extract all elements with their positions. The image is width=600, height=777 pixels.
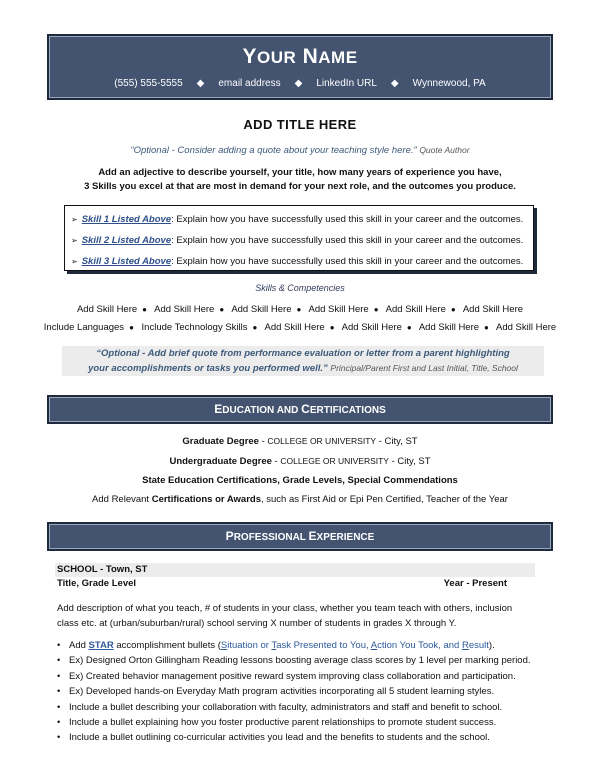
list-item: • Include a bullet describing your collaboration with faculty, administrators and staff and benefit to school.: [57, 700, 547, 715]
job-title-row: [57, 578, 507, 589]
diamond-separator-icon: ◆: [294, 78, 303, 89]
phone: (555) 555-5555: [114, 78, 183, 89]
evaluation-quote: “Optional - Add brief quote from performance evaluation or letter from a parent highlighting your accomplishments or tasks you performed well.” Principal/Parent First and Last Initial, Title, School: [62, 346, 544, 376]
competencies-heading: Skills & Competencies: [255, 283, 345, 293]
list-item: • Add STAR accomplishment bullets (Situation or Task Presented to You, Action You Took, and Result).: [57, 638, 547, 653]
graduate-degree: Graduate Degree - COLLEGE OR UNIVERSITY - City, ST: [182, 436, 418, 447]
competencies-row: Add Skill Here ● Add Skill Here ● Add Skill Here ● Add Skill Here ● Add Skill Here ● Add Skill Here: [76, 304, 524, 315]
arrow-bullet-icon: ➢: [71, 236, 78, 245]
list-item: • Ex) Designed Orton Gillingham Reading lessons boosting average class scores by 1 level per marking period.: [57, 653, 547, 668]
diamond-separator-icon: ◆: [390, 78, 399, 89]
contact-row: [49, 78, 551, 89]
star-link[interactable]: STAR: [88, 640, 114, 651]
relevant-certifications: Add Relevant Certifications or Awards, such as First Aid or Epi Pen Certified, Teacher of the Year: [92, 494, 508, 505]
key-skill-item: ➢ Skill 1 Listed Above: Explain how you have successfully used this skill in your career and the outcomes.: [71, 214, 524, 225]
key-skill-item: ➢ Skill 3 Listed Above: Explain how you have successfully used this skill in your career and the outcomes.: [71, 256, 524, 267]
name-banner: [47, 34, 553, 100]
list-item: • Ex) Developed hands-on Everyday Math program activities incorporating all 5 student learning styles.: [57, 684, 547, 699]
state-certifications: State Education Certifications, Grade Levels, Special Commendations: [142, 475, 458, 486]
key-skills-box: [64, 205, 534, 271]
teaching-quote: “Optional - Consider adding a quote about your teaching style here.” Quote Author: [130, 145, 470, 156]
summary: Add an adjective to describe yourself, your title, how many years of experience you have, 3 Skills you excel at that are most in demand for your next role, and the outcomes you produce.: [84, 167, 516, 192]
email[interactable]: email address: [218, 78, 281, 89]
resume-title: ADD TITLE HERE: [243, 117, 357, 132]
education-heading: EDUCATION AND CERTIFICATIONS: [47, 395, 553, 424]
undergraduate-degree: Undergraduate Degree - COLLEGE OR UNIVERSITY - City, ST: [169, 456, 431, 467]
list-item: • Ex) Created behavior management positive reward system improving class collaboration and participation.: [57, 669, 547, 684]
job-dates: Year - Present: [443, 578, 507, 589]
competencies-row: Include Languages ● Include Technology Skills ● Add Skill Here ● Add Skill Here ● Add Skill Here ● Add Skill Here: [43, 322, 557, 333]
experience-heading: PROFESSIONAL EXPERIENCE: [47, 522, 553, 551]
list-item: • Include a bullet outlining co-curricular activities you lead and the benefits to students and the school.: [57, 730, 547, 745]
list-item: • Include a bullet explaining how you foster productive parent relationships to promote student success.: [57, 715, 547, 730]
arrow-bullet-icon: ➢: [71, 257, 78, 266]
candidate-name: YOUR NAME: [242, 45, 358, 68]
arrow-bullet-icon: ➢: [71, 215, 78, 224]
school-name: SCHOOL - Town, ST: [55, 563, 535, 577]
job-description: Add description of what you teach, # of students in your class, whether you team teach with others, inclusion class etc. at (urban/suburban/rural) school serving X number of students in grades X through Y.: [57, 603, 513, 629]
accomplishment-list: [57, 638, 547, 746]
key-skill-item: ➢ Skill 2 Listed Above: Explain how you have successfully used this skill in your career and the outcomes.: [71, 235, 524, 246]
linkedin[interactable]: LinkedIn URL: [316, 78, 377, 89]
location: Wynnewood, PA: [412, 78, 486, 89]
job-title: Title, Grade Level: [57, 578, 137, 589]
diamond-separator-icon: ◆: [196, 78, 205, 89]
